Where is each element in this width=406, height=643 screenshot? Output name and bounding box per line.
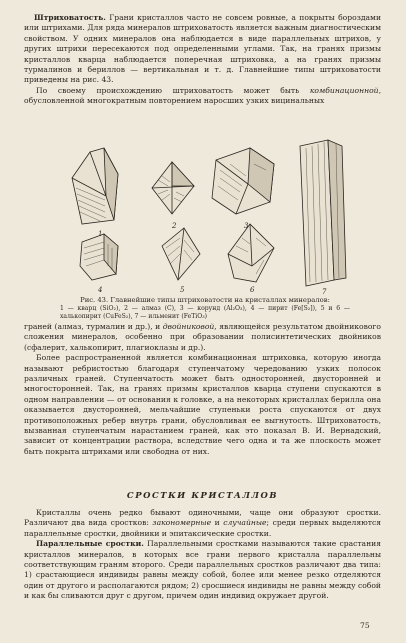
crystal-5-chalcopyrite <box>162 228 200 280</box>
paragraph-parallel-intergrowths: Параллельные сростки. Параллельными сростками называются такие срастания кристаллов минералов, в которых все грани первого кристалла параллельны соответствующим граням второго. Среди параллельных сростков различают два типа: 1) срастающиеся индивиды равны между собой, более или менее резко отделяются один от другого и располагаются рядом; 2) сросшиеся индивиды не равны между собой и как бы сливаются друг с другом, причем один индивид окружает другой. <box>24 539 381 601</box>
section-heading: СРОСТКИ КРИСТАЛЛОВ <box>126 490 279 500</box>
fig-label-2: 2 <box>172 222 177 230</box>
crystal-7-ilmenite <box>300 140 346 286</box>
fig-label-3: 3 <box>244 222 249 230</box>
fig-label-1: 1 <box>98 230 103 238</box>
fig-label-5: 5 <box>180 286 185 294</box>
caption-title: Рис. 43. Главнейшие типы штриховатости на кристаллах минералов: <box>80 296 330 304</box>
crystal-1-quartz <box>72 148 118 224</box>
fig-label-7: 7 <box>322 288 327 294</box>
text-block-middle <box>24 322 381 457</box>
run-in-heading: Штриховатость. <box>33 13 106 22</box>
fig-label-6: 6 <box>250 286 255 294</box>
paragraph-stepped-growth: Более распространенной является комбинационная штриховка, которую иногда называют ребристостью благодаря ступенчатому чередованию узких полосок различных граней. Ступенчатость может быть односторонней, двусторонней и многосторонней. Так, на гранях призмы кристаллов кварца ступени спускаются в одном направлении — от основания к головке, а на некоторых кристаллах берилла она оказывается двусторонней, мельчайшие ступеньки роста спускаются от двух противоположных ребер внутрь грани, обусловливая ее выгнутость. Штриховатость, вызванная ступенчатым нарастанием граней, как это показал В. И. Вернадский, зависит от концентрации раствора, вследствие чего одна и та же плоскость может быть покрыта штрихами или свободна от них. <box>24 353 381 456</box>
text-block-bottom <box>24 508 381 602</box>
caption-legend: 1 — кварц (SiO₂), 2 — алмаз (C), 3 — корунд (Al₂O₃), 4 — пирит (Fe[S₂]), 5 и 6 — халькопирит (CuFeS₂), 7 — ильменит (FeTiO₃) <box>60 304 350 320</box>
fig-label-4: 4 <box>98 286 103 294</box>
paragraph-intergrowths: Кристаллы очень редко бывают одиночными, чаще они образуют сростки. Различают два вида сростков: закономерные и случайные; среди первых выделяются параллельные сростки, двойники и эпитаксические сростки. <box>24 508 381 538</box>
paragraph-striations: Штриховатость. Грани кристаллов часто не совсем ровные, а покрыты бороздами или штрихами. Для ряда минералов штриховатость является важным диагностическим свойством. У одних минералов она наблюдается в виде параллельных штрихов, у других штрихи пересекаются под определенными углами. Так, на гранях призмы кристаллов кварца наблюдается поперечная штриховка, а на гранях призмы турмалинов и бериллов — вертикальная и т. д. Главнейшие типы штриховатости приведены на рис. 43. <box>24 13 382 85</box>
paragraph-origin: По своему происхождению штриховатость может быть комбинационной, обусловленной многократным повторением наросших узких вицинальных <box>24 85 381 106</box>
run-in-heading-2: Параллельные сростки. <box>36 539 144 549</box>
crystal-drawings <box>60 134 350 294</box>
crystal-4-pyrite <box>80 234 118 280</box>
paragraph-twinning: граней (алмаз, турмалин и др.), и двойниковой, являющейся результатом двойникового сложения минералов, особенно при образовании полисинтетических двойников (сфалерит, халькопирит, плагиоклазы и др.). <box>24 322 381 352</box>
crystal-2-diamond <box>152 162 194 214</box>
page-number: 75 <box>360 621 370 630</box>
crystal-3-corundum <box>212 148 274 214</box>
text-block-top <box>24 13 381 107</box>
figure-43 <box>60 134 350 294</box>
crystal-6-chalcopyrite-twin <box>228 224 274 282</box>
figure-caption <box>60 296 350 321</box>
